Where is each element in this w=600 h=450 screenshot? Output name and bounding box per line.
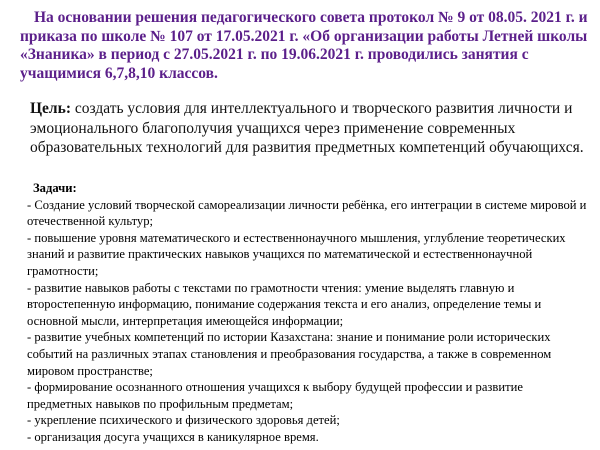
task-item: - Создание условий творческой самореализации личности ребёнка, его интеграции в системе мировой и отечественной культур; xyxy=(27,197,587,229)
task-item: - развитие учебных компетенций по истории Казахстана: знание и понимание роли исторических событий на различных этапах становления и преобразования государства, а также в современном мировом пространстве; xyxy=(27,330,552,378)
task-item: - укрепление психического и физического здоровья детей; xyxy=(27,413,340,428)
goal-paragraph xyxy=(30,99,590,158)
task-item: - организация досуга учащихся в каникулярное время. xyxy=(27,429,319,444)
tasks-section xyxy=(27,180,587,446)
header-paragraph: На основании решения педагогического совета протокол № 9 от 08.05. 2021 г. и приказа по школе № 107 от 17.05.2021 г. «Об организации работы Летней школы «Знаника» в период с 27.05.2021 г. по 19.06.2021 г. проводились занятия с учащимися 6,7,8,10 классов. xyxy=(20,9,588,82)
goal-text: создать условия для интеллектуального и творческого развития личности и эмоционального благополучия учащихся через применение современных образовательных технологий для развития предметных компетенций обучающихся. xyxy=(30,100,584,156)
task-item: - повышение уровня математического и естественнонаучного мышления, углубление теоретических знаний и развитие практических навыков учащихся по математической и естественнонаучной грамотности; xyxy=(27,230,566,278)
task-item: - развитие навыков работы с текстами по грамотности чтения: умение выделять главную и второстепенную информацию, понимание содержания текста и его анализ, определение темы и основной мысли, интерпретация имеющейся информации; xyxy=(27,280,542,328)
goal-label: Цель: xyxy=(30,100,71,117)
tasks-title: Задачи: xyxy=(33,181,77,195)
task-item: - формирование осознанного отношения учащихся к выбору будущей профессии и развитие предметных навыков по профильным предметам; xyxy=(27,380,523,411)
